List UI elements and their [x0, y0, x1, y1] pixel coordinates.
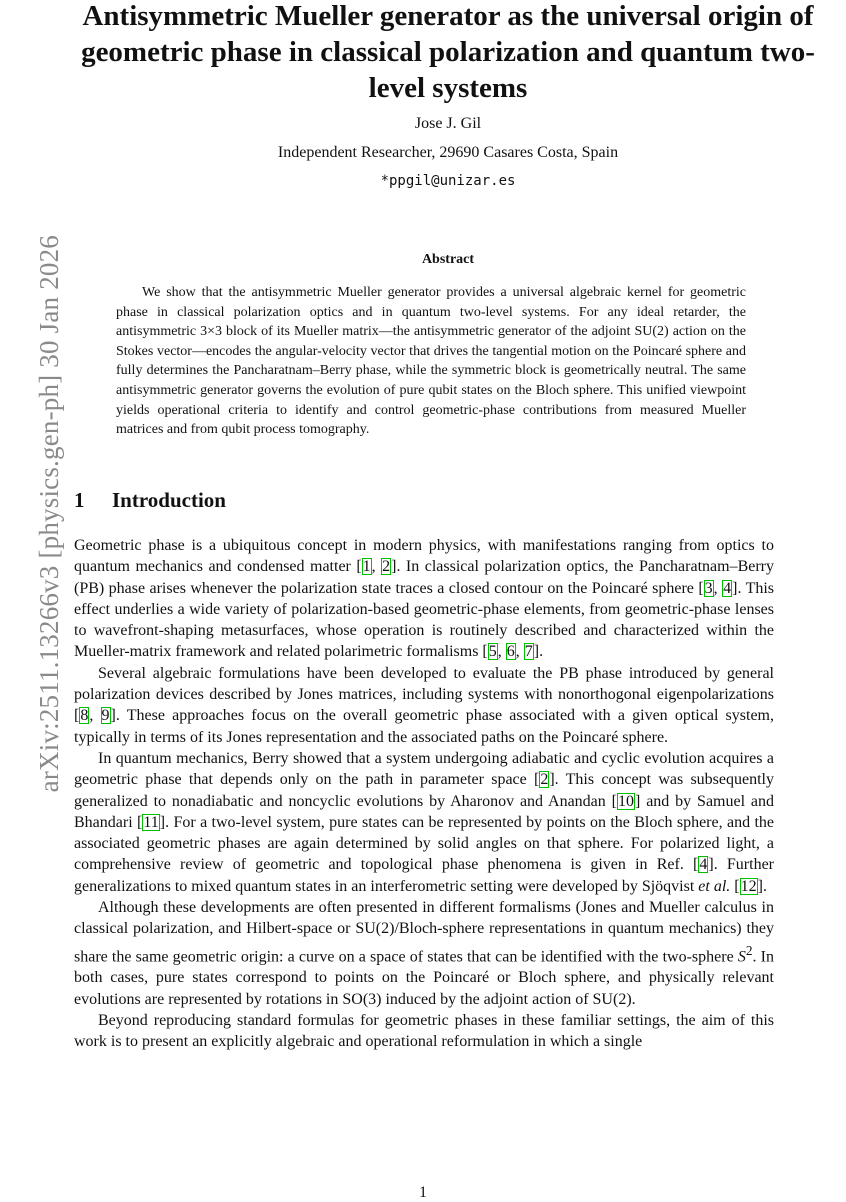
citation-link[interactable]: 4: [723, 579, 732, 597]
et-al-italic: et al.: [698, 877, 731, 895]
page-number: 1: [419, 1184, 427, 1201]
paragraph-5: [74, 1010, 774, 1053]
citation-link[interactable]: 11: [143, 813, 159, 831]
citation-link[interactable]: 6: [506, 643, 515, 661]
citation-link[interactable]: 4: [699, 856, 708, 874]
paragraph-3: [74, 748, 774, 897]
text-run: ]. Further generalizations to mixed quantum states in an interferometric setting were developed by Sjöqvist: [74, 856, 774, 895]
text-run: ]. For a two-level system, pure states can be represented by points on the Bloch sphere, and the associated geometric phases are again determined by solid angles on that sphere. For polarized light, a comprehensive review of geometric and topological phase phenomena is given in Ref. [: [74, 813, 774, 874]
citation-link[interactable]: 2: [382, 558, 391, 576]
text-run: Geometric phase is a ubiquitous concept in modern physics, with manifestations ranging from optics to quantum mechanics and condensed matter [: [74, 537, 774, 576]
text-run: ]. These approaches focus on the overall geometric phase associated with a given optical system, typically in terms of its Jones representation and the associated paths on the Poincaré sphere.: [74, 707, 775, 746]
text-run: In quantum mechanics, Berry showed that a system undergoing adiabatic and cyclic evolution acquires a geometric phase that depends only on the path in parameter space [: [74, 749, 774, 789]
text-run: [: [730, 877, 740, 895]
text-run: ,: [371, 558, 382, 576]
arxiv-identifier: arXiv:2511.13266v3 [physics.gen-ph] 30 Jan 2026: [34, 235, 64, 793]
text-run: ,: [713, 579, 723, 597]
citation-link[interactable]: 2: [540, 771, 549, 789]
section-body: [74, 535, 774, 1052]
citation-link[interactable]: 10: [618, 792, 634, 810]
citation-link[interactable]: 5: [488, 643, 497, 661]
citation-link[interactable]: 12: [740, 877, 757, 895]
text-run: ,: [515, 643, 524, 661]
citation-link[interactable]: 3: [704, 579, 713, 597]
citation-link[interactable]: 8: [80, 707, 89, 725]
citation-link[interactable]: 7: [524, 643, 533, 661]
arxiv-sidebar-stamp: [0, 235, 64, 955]
text-run: ,: [497, 643, 506, 661]
section-number: 1: [74, 488, 85, 512]
math-symbol: S: [737, 947, 746, 965]
abstract-heading: Abstract: [421, 252, 475, 267]
text-run: ].: [757, 877, 767, 895]
text-run: ]. This concept was subsequently generalized to nonadiabatic and noncyclic evolutions by Aharonov and Anandan [: [74, 771, 774, 810]
text-run: Although these developments are often presented in different formalisms (Jones and Mueller calculus in classical polarization, and Hilbert-space or SU(2)/Bloch-sphere representations in quantum mechanics) they share the same geometric origin: a curve on a space of states that can be identified with the two-sphere: [74, 899, 774, 965]
section-heading: [74, 488, 226, 513]
section-title: Introduction: [112, 488, 226, 512]
abstract-body: We show that the antisymmetric Mueller generator provides a universal algebraic kernel for geometric phase in classical polarization optics and in quantum two-level systems. For any ideal retarder, the antisymmetric 3×3 block of its Mueller matrix—the antisymmetric generator of the adjoint SU(2) action on the Stokes vector—encodes the angular-velocity vector that drives the tangential motion on the Poincaré sphere and fully determines the Pancharatnam–Berry phase, while the symmetric block is geometrically neutral. The same antisymmetric generator governs the evolution of pure qubit states on the Bloch sphere. This unified viewpoint yields operational criteria to identify and control geometric-phase contributions from measured Mueller matrices and from qubit process tomography.: [116, 285, 746, 438]
text-run: . In both cases, pure states correspond to points on the Poincaré or Bloch sphere, and physically relevant evolutions are represented by rotations in SO(3) induced by the adjoint action of SU(2).: [74, 947, 775, 1008]
author-affiliation: Independent Researcher, 29690 Casares Costa, Spain: [277, 144, 619, 161]
author-name: Jose J. Gil: [414, 115, 482, 132]
text-run: ]. In classical polarization optics, the Pancharatnam–Berry (PB) phase arises whenever the polarization state traces a closed contour on the Poincaré sphere [: [74, 558, 775, 597]
text-run: ] and by Samuel and Bhandari [: [74, 792, 775, 831]
paragraph-2: [74, 663, 774, 748]
citation-link[interactable]: 1: [362, 558, 371, 576]
paragraph-1: [74, 535, 774, 663]
paragraph-4: [74, 897, 774, 1010]
text-run: ,: [89, 707, 101, 725]
text-run: Several algebraic formulations have been developed to evaluate the PB phase introduced by general polarization devices described by Jones matrices, including systems with nonorthogonal eigenpolarizations [: [74, 664, 774, 725]
paper-title: Antisymmetric Mueller generator as the universal origin of geometric phase in classical polarization and quantum two-level systems: [81, 0, 815, 104]
math-superscript: 2: [745, 942, 753, 958]
text-run: ]. This effect underlies a wide variety of polarization-based geometric-phase elements, from geometric-phase lenses to wavefront-shaping metasurfaces, whose operation is routinely described and characterized within the Mueller-matrix framework and related polarimetric formalisms [: [74, 579, 775, 661]
author-email[interactable]: *ppgil@unizar.es: [380, 173, 516, 189]
text-run: Beyond reproducing standard formulas for geometric phases in these familiar settings, the aim of this work is to present an explicitly algebraic and operational reformulation in which a single: [74, 1011, 774, 1051]
text-run: ].: [533, 643, 544, 661]
citation-link[interactable]: 9: [101, 707, 110, 725]
